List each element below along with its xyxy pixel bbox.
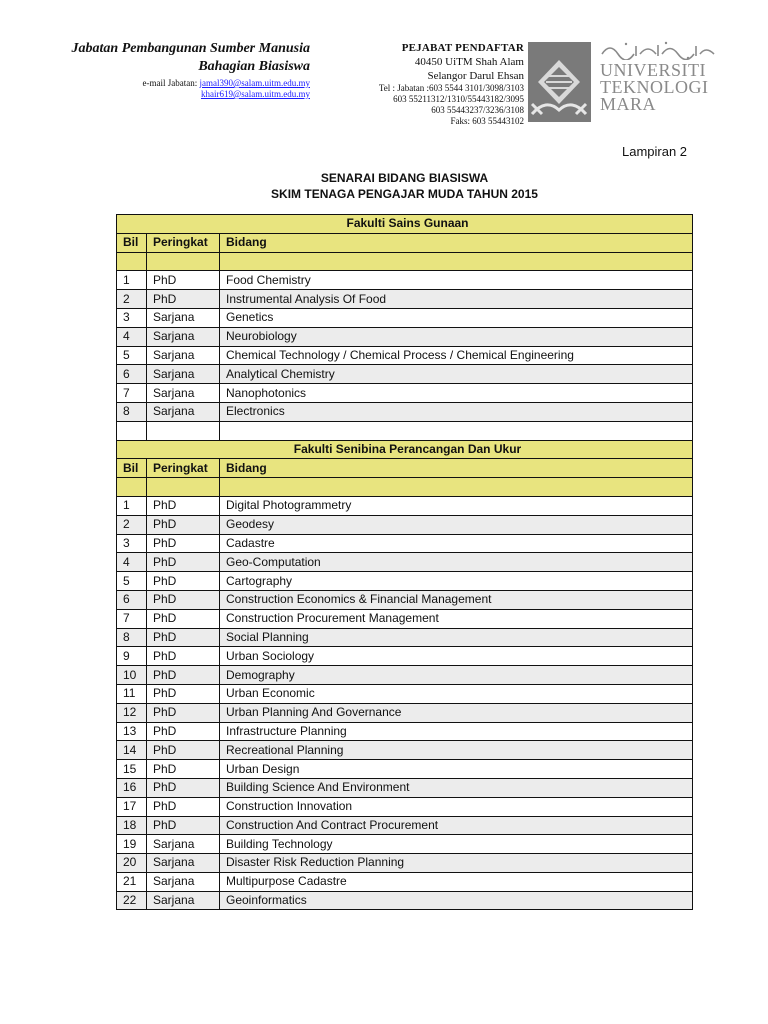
row-bil: 1 (117, 271, 147, 290)
email-block (40, 78, 310, 100)
row-bil: 7 (117, 384, 147, 403)
email-link-1[interactable]: jamal390@salam.uitm.edu.my (199, 78, 310, 88)
row-bidang: Cadastre (220, 534, 693, 553)
row-bidang: Neurobiology (220, 327, 693, 346)
row-bidang: Digital Photogrammetry (220, 496, 693, 515)
row-peringkat: PhD (147, 271, 220, 290)
row-bidang: Cartography (220, 572, 693, 591)
row-peringkat: PhD (147, 703, 220, 722)
row-bidang: Building Science And Environment (220, 778, 693, 797)
row-bil: 2 (117, 515, 147, 534)
faculty-name: Fakulti Senibina Perancangan Dan Ukur (117, 440, 693, 459)
appendix-label: Lampiran 2 (622, 144, 688, 159)
table-row (117, 628, 693, 647)
row-bidang: Building Technology (220, 835, 693, 854)
table-row (117, 308, 693, 327)
row-bil: 1 (117, 496, 147, 515)
blank-header-row (117, 478, 693, 497)
row-bil: 20 (117, 854, 147, 873)
row-bil: 17 (117, 797, 147, 816)
row-bidang: Construction Procurement Management (220, 609, 693, 628)
address-line-2: Selangor Darul Ehsan (427, 70, 524, 82)
row-peringkat: Sarjana (147, 346, 220, 365)
telephone-line-3: 603 55443237/3236/3108 (431, 105, 524, 115)
row-peringkat: PhD (147, 515, 220, 534)
row-peringkat: Sarjana (147, 872, 220, 891)
registrar-address (340, 41, 524, 127)
row-bil: 5 (117, 346, 147, 365)
faculty-name: Fakulti Sains Gunaan (117, 215, 693, 234)
table-row (117, 797, 693, 816)
row-bidang: Analytical Chemistry (220, 365, 693, 384)
table-row (117, 722, 693, 741)
row-bidang: Electronics (220, 402, 693, 421)
row-peringkat: Sarjana (147, 854, 220, 873)
row-bil: 2 (117, 290, 147, 309)
office-name: PEJABAT PENDAFTAR (401, 42, 524, 54)
row-bidang: Geodesy (220, 515, 693, 534)
blank-separator-row (117, 421, 693, 440)
column-header-peringkat: Peringkat (147, 459, 220, 478)
table-row (117, 534, 693, 553)
row-peringkat: PhD (147, 496, 220, 515)
table-row (117, 402, 693, 421)
row-bidang: Urban Planning And Governance (220, 703, 693, 722)
row-peringkat: PhD (147, 666, 220, 685)
row-bil: 21 (117, 872, 147, 891)
table-row (117, 271, 693, 290)
title-line-1: SENARAI BIDANG BIASISWA (320, 171, 489, 185)
row-bidang: Construction Innovation (220, 797, 693, 816)
row-peringkat: PhD (147, 553, 220, 572)
table-row (117, 816, 693, 835)
row-peringkat: Sarjana (147, 365, 220, 384)
row-peringkat: Sarjana (147, 308, 220, 327)
row-bil: 11 (117, 684, 147, 703)
blank-cell (147, 478, 220, 497)
row-peringkat: PhD (147, 684, 220, 703)
row-peringkat: PhD (147, 609, 220, 628)
row-bil: 5 (117, 572, 147, 591)
blank-cell (117, 421, 147, 440)
table-row (117, 572, 693, 591)
row-bidang: Recreational Planning (220, 741, 693, 760)
division-name: Bahagian Biasiswa (198, 59, 310, 74)
table-row (117, 703, 693, 722)
row-peringkat: PhD (147, 797, 220, 816)
telephone-line-1: Tel : Jabatan :603 5544 3101/3098/3103 (378, 83, 524, 93)
jawi-script-logo (600, 40, 716, 60)
table-row (117, 647, 693, 666)
table-row (117, 760, 693, 779)
table-row (117, 741, 693, 760)
row-bil: 4 (117, 327, 147, 346)
row-bidang: Urban Economic (220, 684, 693, 703)
department-name: Jabatan Pembangunan Sumber Manusia (71, 41, 310, 56)
blank-cell (220, 478, 693, 497)
row-bil: 10 (117, 666, 147, 685)
row-bidang: Instrumental Analysis Of Food (220, 290, 693, 309)
row-bil: 3 (117, 308, 147, 327)
faculty-header-row (117, 215, 693, 234)
column-header-row (117, 459, 693, 478)
row-bil: 6 (117, 590, 147, 609)
email-link-2[interactable]: khair619@salam.uitm.edu.my (200, 89, 310, 99)
row-peringkat: PhD (147, 741, 220, 760)
row-bidang: Geo-Computation (220, 553, 693, 572)
row-peringkat: Sarjana (147, 835, 220, 854)
university-name-line-1: UNIVERSITI (600, 60, 706, 80)
table-row (117, 290, 693, 309)
row-peringkat: Sarjana (147, 402, 220, 421)
row-bil: 15 (117, 760, 147, 779)
blank-cell (220, 252, 693, 271)
university-name-line-2: TEKNOLOGI (600, 77, 709, 97)
column-header-bidang: Bidang (220, 459, 693, 478)
row-bil: 8 (117, 628, 147, 647)
row-peringkat: PhD (147, 647, 220, 666)
blank-header-row (117, 252, 693, 271)
fax-line: Faks: 603 55443102 (450, 116, 524, 126)
telephone-line-2: 603 55211312/1310/55443182/3095 (393, 94, 524, 104)
table-row (117, 666, 693, 685)
row-bidang: Genetics (220, 308, 693, 327)
row-bil: 4 (117, 553, 147, 572)
table-row (117, 496, 693, 515)
row-peringkat: Sarjana (147, 327, 220, 346)
row-bil: 8 (117, 402, 147, 421)
table-row (117, 609, 693, 628)
email-label: e-mail Jabatan: (142, 78, 198, 88)
blank-cell (147, 421, 220, 440)
scholarship-fields-table (116, 214, 693, 910)
faculty-header-row (117, 440, 693, 459)
table-row (117, 553, 693, 572)
document-title (116, 170, 693, 202)
blank-cell (117, 478, 147, 497)
blank-cell (220, 421, 693, 440)
row-bidang: Construction Economics & Financial Management (220, 590, 693, 609)
table-row (117, 835, 693, 854)
row-bidang: Disaster Risk Reduction Planning (220, 854, 693, 873)
row-bidang: Nanophotonics (220, 384, 693, 403)
row-peringkat: Sarjana (147, 891, 220, 910)
table-row (117, 778, 693, 797)
table-row (117, 327, 693, 346)
row-peringkat: Sarjana (147, 384, 220, 403)
column-header-peringkat: Peringkat (147, 233, 220, 252)
table-row (117, 854, 693, 873)
address-line-1: 40450 UiTM Shah Alam (414, 56, 524, 68)
row-peringkat: PhD (147, 590, 220, 609)
row-bil: 13 (117, 722, 147, 741)
row-peringkat: PhD (147, 572, 220, 591)
table-row (117, 346, 693, 365)
row-peringkat: PhD (147, 628, 220, 647)
department-block (40, 40, 310, 100)
table-row (117, 684, 693, 703)
row-bil: 16 (117, 778, 147, 797)
column-header-bil: Bil (117, 233, 147, 252)
university-name (600, 62, 708, 113)
table-row (117, 891, 693, 910)
row-bidang: Urban Sociology (220, 647, 693, 666)
row-bidang: Urban Design (220, 760, 693, 779)
row-bidang: Infrastructure Planning (220, 722, 693, 741)
column-header-bidang: Bidang (220, 233, 693, 252)
row-bil: 6 (117, 365, 147, 384)
row-bidang: Social Planning (220, 628, 693, 647)
blank-cell (147, 252, 220, 271)
row-bidang: Demography (220, 666, 693, 685)
row-bil: 12 (117, 703, 147, 722)
row-bidang: Multipurpose Cadastre (220, 872, 693, 891)
row-peringkat: PhD (147, 816, 220, 835)
row-bil: 19 (117, 835, 147, 854)
row-bil: 7 (117, 609, 147, 628)
row-bidang: Geoinformatics (220, 891, 693, 910)
row-bil: 3 (117, 534, 147, 553)
university-name-line-3: MARA (600, 94, 657, 114)
row-peringkat: PhD (147, 760, 220, 779)
table-row (117, 872, 693, 891)
uitm-crest-logo (528, 42, 591, 122)
row-bil: 18 (117, 816, 147, 835)
row-peringkat: PhD (147, 778, 220, 797)
row-peringkat: PhD (147, 722, 220, 741)
title-line-2: SKIM TENAGA PENGAJAR MUDA TAHUN 2015 (271, 187, 538, 201)
row-bil: 14 (117, 741, 147, 760)
table-row (117, 365, 693, 384)
row-peringkat: PhD (147, 290, 220, 309)
table-row (117, 590, 693, 609)
column-header-bil: Bil (117, 459, 147, 478)
row-bidang: Chemical Technology / Chemical Process / Chemical Engineering (220, 346, 693, 365)
column-header-row (117, 233, 693, 252)
table-row (117, 384, 693, 403)
blank-cell (117, 252, 147, 271)
row-bil: 9 (117, 647, 147, 666)
row-bil: 22 (117, 891, 147, 910)
row-bidang: Construction And Contract Procurement (220, 816, 693, 835)
row-peringkat: PhD (147, 534, 220, 553)
row-bidang: Food Chemistry (220, 271, 693, 290)
table-row (117, 515, 693, 534)
